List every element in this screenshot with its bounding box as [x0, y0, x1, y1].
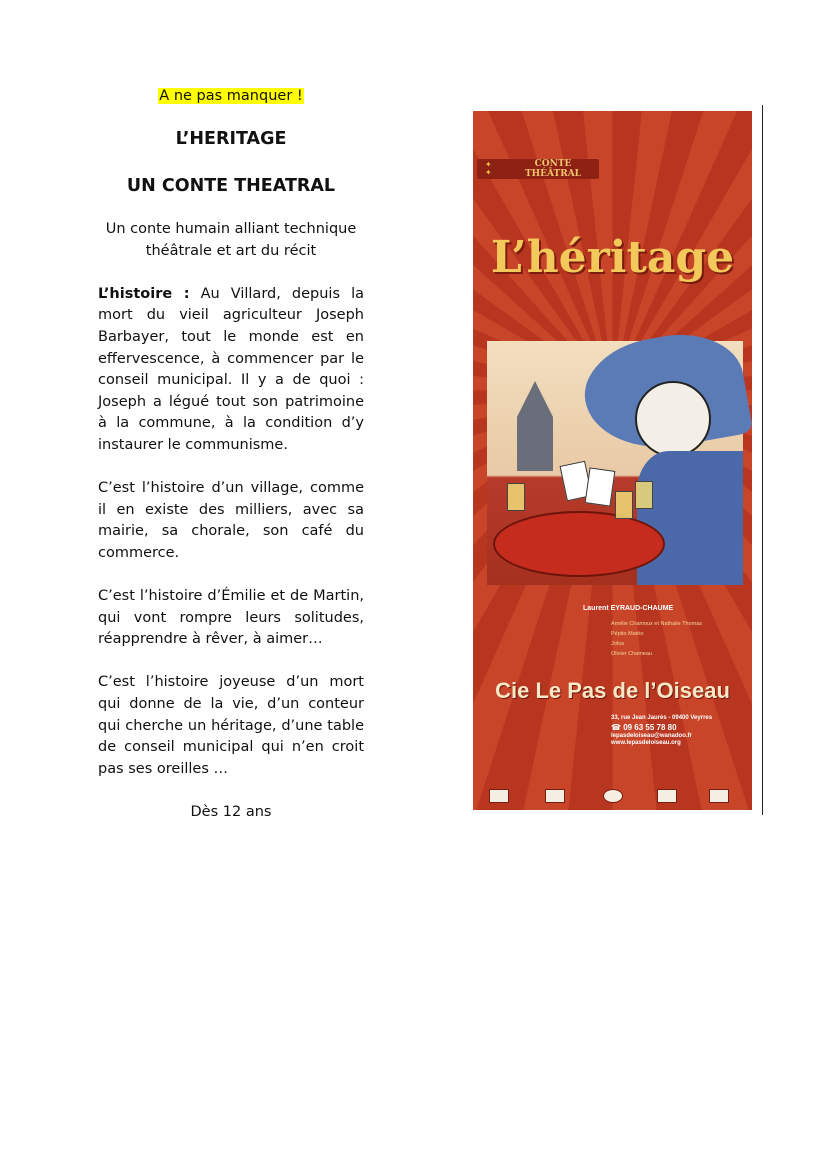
partner-logo [545, 789, 565, 803]
poster-credits-3: Jofus [611, 641, 625, 647]
article-column [98, 86, 364, 824]
glass-illustration [615, 491, 633, 519]
poster-credits-2: Pépito Matéo [611, 631, 644, 637]
card-illustration [585, 467, 616, 506]
partner-logo [603, 789, 623, 803]
badge-line-1: CONTE [534, 159, 572, 169]
partner-logo [489, 789, 509, 803]
storyteller-illustration [637, 451, 743, 585]
intro-line-2: théâtrale et art du récit [145, 242, 317, 259]
poster-image [473, 111, 752, 810]
poster-contact [611, 715, 747, 748]
intro-line-1: Un conte humain alliant technique [105, 220, 357, 237]
vertical-divider [762, 105, 763, 815]
partner-logo [657, 789, 677, 803]
article-title: L’HERITAGE [175, 129, 287, 150]
badge-stars-icon: ✦ ✦ [485, 160, 492, 177]
poster-illustration [487, 341, 743, 585]
table-illustration [493, 511, 665, 577]
highlight-tag: A ne pas manquer ! [159, 88, 303, 104]
conte-theatral-badge [477, 159, 599, 179]
histoire-label: L’histoire : [98, 285, 190, 302]
poster-title: L’héritage [490, 232, 735, 283]
glass-illustration [635, 481, 653, 509]
partner-logo [709, 789, 729, 803]
paragraph-emilie: C’est l’histoire d’Émilie et de Martin, qui vont rompre leurs solitudes, réapprendre à rêver, à aimer… [98, 588, 364, 648]
article-subtitle: UN CONTE THEATRAL [126, 175, 336, 196]
poster-phone: ☎ 09 63 55 78 80 [611, 722, 677, 732]
poster-company: Cie Le Pas de l’Oiseau [495, 678, 730, 703]
poster-address: 33, rue Jean Jaurès - 09400 Veyrres [611, 715, 713, 721]
poster-author: Laurent EYRAUD-CHAUME [583, 605, 674, 612]
glass-illustration [507, 483, 525, 511]
paragraph-village: C’est l’histoire d’un village, comme il en existe des milliers, avec sa mairie, sa chorale, son café du commerce. [98, 480, 364, 561]
histoire-text: Au Villard, depuis la mort du vieil agriculteur Joseph Barbayer, tout le monde est en effervescence, à commencer par le conseil municipal. Il y a de quoi : Joseph a légué tout son patrimoine à la commune, à la condition d’y instaurer le communisme. [98, 285, 364, 453]
poster-email: lepasdeloiseau@wanadoo.fr [611, 732, 692, 739]
poster-website: www.lepasdeloiseau.org [611, 740, 681, 746]
paragraph-joyeuse: C’est l’histoire joyeuse d’un mort qui donne de la vie, d’un conteur qui cherche un héritage, d’une table de conseil municipal qui n’en croit pas ses oreilles … [98, 674, 364, 777]
badge-line-2: THÉÂTRAL [524, 169, 582, 179]
poster-credits-4: Olivier Chameau [611, 651, 652, 657]
age-rating: Dès 12 ans [190, 804, 272, 820]
church-illustration [517, 381, 553, 471]
histoire-paragraph [98, 284, 364, 457]
poster-credits-1: Amélie Chamoux et Nathalie Thomas [611, 621, 702, 627]
face-illustration [635, 381, 711, 457]
